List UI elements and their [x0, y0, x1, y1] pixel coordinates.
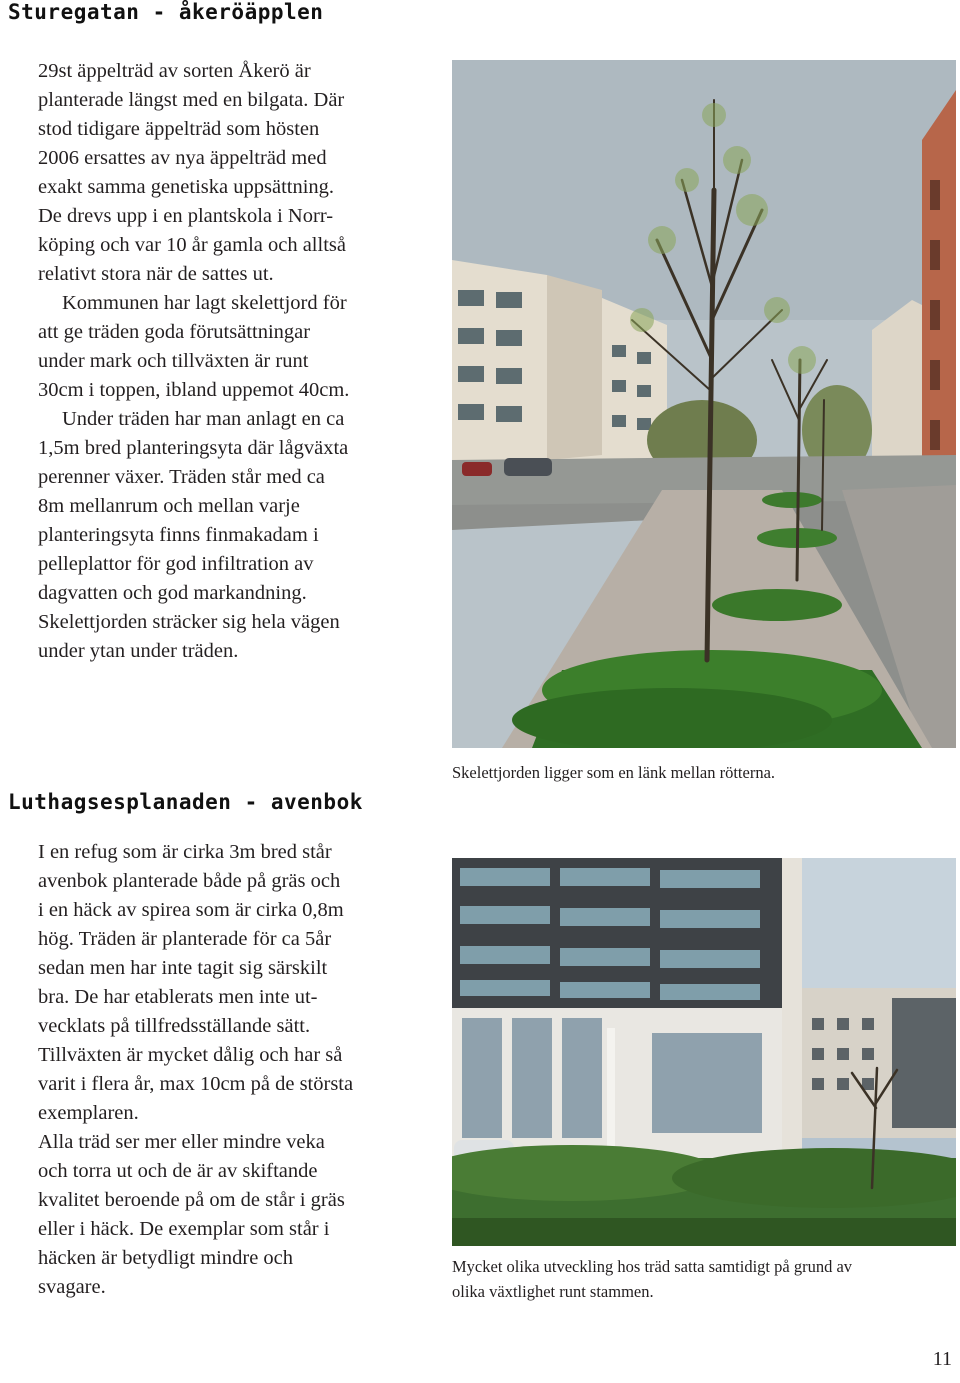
- caption-line: Mycket olika utveckling hos träd satta samtidigt på grund av: [452, 1257, 853, 1276]
- body-line: 2006 ersattes av nya äppelträd med: [38, 147, 327, 169]
- body-line: hög. Träden är planterade för ca 5år: [38, 928, 332, 950]
- body-line: bra. De har etablerats men inte ut-: [38, 986, 318, 1008]
- body-line: under ytan under träden.: [38, 640, 239, 662]
- body-line: stod tidigare äppelträd som hösten: [38, 118, 320, 140]
- body-line: 1,5m bred planteringsyta där lågväxta: [38, 437, 349, 459]
- section-heading-luthagsesplanaden: Luthagsesplanaden - avenbok: [8, 790, 363, 814]
- office-hedge-photo: [452, 858, 956, 1246]
- body-line: Under träden har man anlagt en ca: [62, 408, 345, 430]
- body-line: relativt stora när de sattes ut.: [38, 263, 274, 285]
- body-line: varit i flera år, max 10cm på de största: [38, 1073, 354, 1095]
- body-line: perenner växer. Träden står med ca: [38, 466, 325, 488]
- section-body-sturegatan: [38, 57, 349, 666]
- body-line: kvalitet beroende på om de står i gräs: [38, 1189, 345, 1211]
- body-line: Kommunen har lagt skelettjord för: [62, 292, 347, 314]
- body-line: Skelettjorden sträcker sig hela vägen: [38, 611, 340, 633]
- body-line: avenbok planterade både på gräs och: [38, 870, 341, 892]
- body-line: exakt samma genetiska uppsättning.: [38, 176, 335, 198]
- section-body-luthagsesplanaden: [38, 838, 353, 1302]
- body-line: köping och var 10 år gamla och alltså: [38, 234, 346, 256]
- body-line: Alla träd ser mer eller mindre veka: [38, 1131, 325, 1153]
- page-number: 11: [932, 1348, 952, 1370]
- body-line: 30cm i toppen, ibland uppemot 40cm.: [38, 379, 350, 401]
- body-line: De drevs upp i en plantskola i Norr-: [38, 205, 334, 227]
- section-heading-sturegatan: Sturegatan - åkeröäpplen: [8, 0, 324, 24]
- body-line: 29st äppelträd av sorten Åkerö är: [38, 60, 311, 82]
- street-trees-illustration: [452, 60, 956, 748]
- body-line: Tillväxten är mycket dålig och har så: [38, 1044, 343, 1066]
- body-line: eller i häck. De exemplar som står i: [38, 1218, 330, 1240]
- street-trees-photo: [452, 60, 956, 748]
- body-line: i en häck av spirea som är cirka 0,8m: [38, 899, 344, 921]
- body-line: dagvatten och god markandning.: [38, 582, 307, 604]
- body-line: 8m mellanrum och mellan varje: [38, 495, 300, 517]
- body-line: planterade längst med en bilgata. Där: [38, 89, 345, 111]
- body-line: och torra ut och de är av skiftande: [38, 1160, 318, 1182]
- body-line: att ge träden goda förutsättningar: [38, 321, 311, 343]
- body-line: planteringsyta finns finmakadam i: [38, 524, 319, 546]
- body-line: exemplaren.: [38, 1102, 139, 1124]
- body-line: pelleplattor för god infiltration av: [38, 553, 314, 575]
- body-line: svagare.: [38, 1276, 106, 1298]
- photo-caption-sturegatan: Skelettjorden ligger som en länk mellan rötterna.: [452, 763, 776, 782]
- body-line: häcken är betydligt mindre och: [38, 1247, 294, 1269]
- caption-line: olika växtlighet runt stammen.: [452, 1282, 654, 1301]
- body-line: sedan men har inte tagit sig särskilt: [38, 957, 328, 979]
- office-hedge-illustration: [452, 858, 956, 1246]
- body-line: I en refug som är cirka 3m bred står: [38, 841, 332, 863]
- body-line: under mark och tillväxten är runt: [38, 350, 309, 372]
- body-line: vecklats på tillfredsställande sätt.: [38, 1015, 311, 1037]
- photo-caption-luthagsesplanaden: [452, 1254, 852, 1304]
